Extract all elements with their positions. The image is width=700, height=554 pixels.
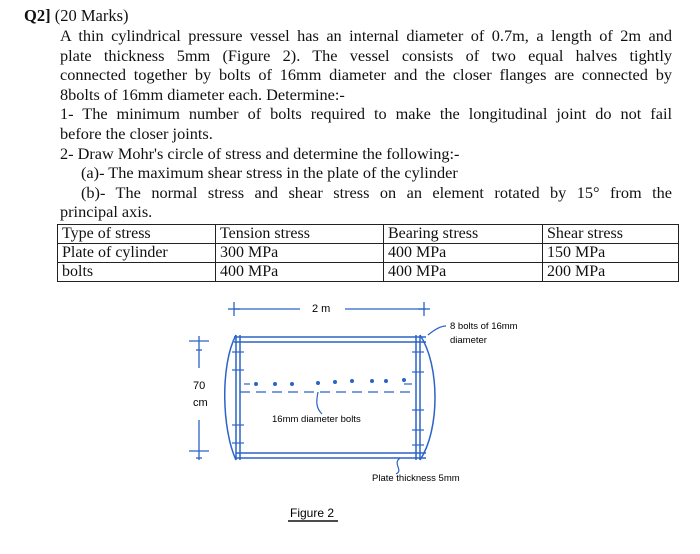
table-cell: 300 MPa [216,244,384,263]
table-cell: Plate of cylinder [58,244,216,263]
table-header-cell: Type of stress [58,225,216,244]
length-label: 2 m [312,303,331,315]
bolt-icon [402,378,406,382]
thickness-leader [396,458,400,474]
figure-caption: Figure 2 [290,506,335,520]
bolt-icon [254,382,258,386]
intro-line-1: A thin cylindrical pressure vessel has an internal diameter of 0.7m, a length of 2m and [60,26,672,45]
bolt-icon [316,381,320,385]
table-cell: 400 MPa [216,263,384,282]
bolt-icon [290,382,294,386]
table-header-cell: Tension stress [216,225,384,244]
table-cell: 200 MPa [543,263,679,282]
stress-table [57,224,679,282]
end-bolts-label-2: diameter [450,335,487,346]
question-number: Q2] [24,6,51,25]
figure-2-drawing [0,288,700,554]
bolt-icon [333,380,337,384]
task1-line-1: 1- The minimum number of bolts required to make the longitudinal joint do not fail [60,104,672,124]
diameter-value: 70 [193,380,206,392]
table-header-cell: Bearing stress [384,225,543,244]
intro-line-3: connected together by bolts of 16mm diameter and the closer flanges are connected by [60,65,672,85]
task2a: (a)- The maximum shear stress in the plate of the cylinder [81,163,458,183]
diameter-unit: cm [193,397,208,409]
task2-heading: 2- Draw Mohr's circle of stress and determine the following:- [60,143,460,163]
task2b-line-2: principal axis. [60,202,153,222]
bolts-leader [317,392,322,414]
table-header-cell: Shear stress [543,225,679,244]
vessel-body [225,335,435,460]
table-header-row [58,225,679,244]
intro-line-4: 8bolts of 16mm diameter each. Determine:- [60,84,345,104]
table-row [58,244,679,263]
question-header [24,6,129,26]
bolt-icon [384,379,388,383]
longitudinal-joint [240,384,416,392]
bolts-16mm-label: 16mm diameter bolts [272,414,361,425]
question-marks: (20 Marks) [54,6,129,25]
bolt-icon [273,382,277,386]
table-cell: 400 MPa [384,244,543,263]
flange-bolt-ticks [232,352,424,445]
task2b-line-1: (b)- The normal stress and shear stress on an element rotated by 15° from the [81,182,672,202]
end-bolts-leader [428,326,446,335]
table-row [58,263,679,282]
intro-line-2: plate thickness 5mm (Figure 2). The vessel consists of two equal halves tightly [60,45,672,65]
bolt-icon [350,379,354,383]
table-cell: 150 MPa [543,244,679,263]
table-cell: 400 MPa [384,263,543,282]
bolt-icon [370,379,374,383]
end-bolts-label-1: 8 bolts of 16mm [450,321,518,332]
longitudinal-bolts [254,378,406,386]
table-cell: bolts [58,263,216,282]
task1-line-2: before the closer joints. [60,124,213,143]
plate-thickness-label: Plate thickness 5mm [372,473,460,484]
